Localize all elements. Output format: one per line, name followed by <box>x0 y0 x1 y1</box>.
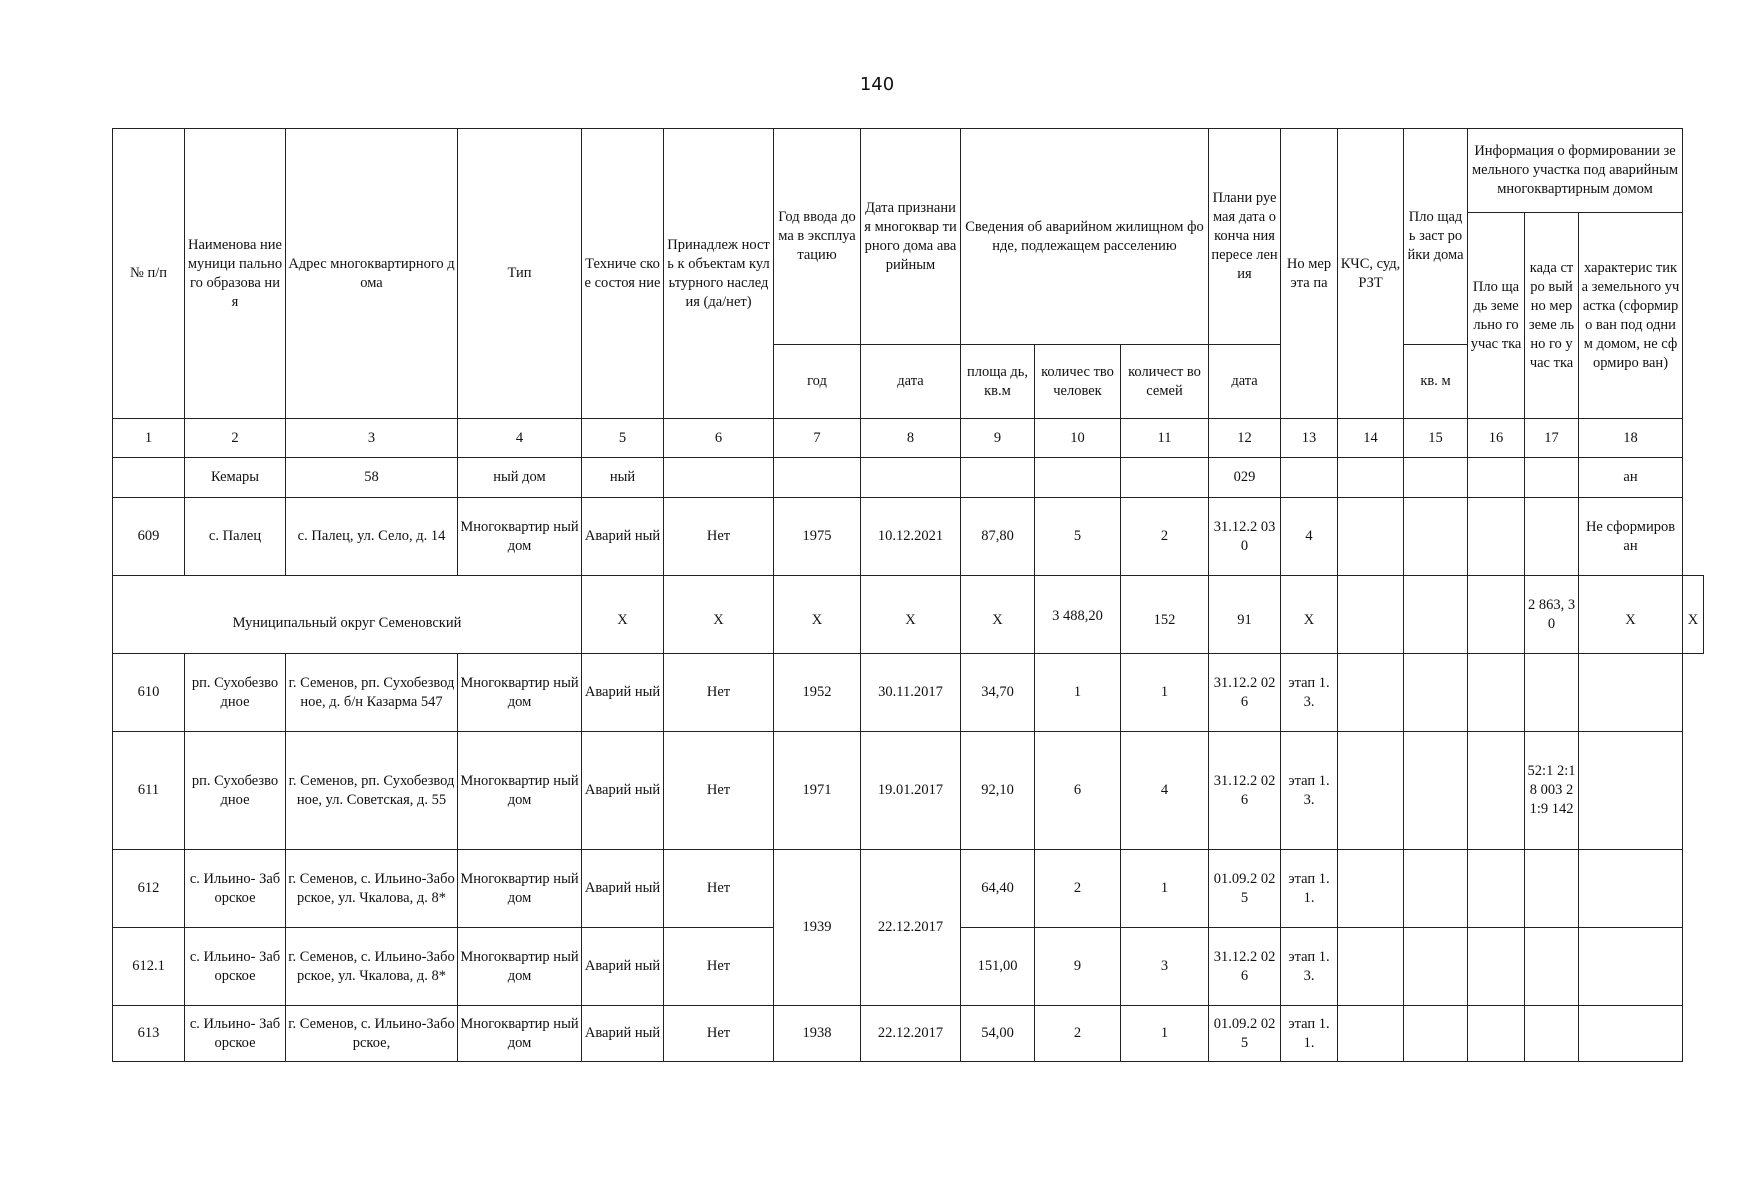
table-cell: 31.12.2 026 <box>1209 732 1281 850</box>
table-cell: 34,70 <box>961 654 1035 732</box>
table-cell <box>861 458 961 498</box>
header-cell: Техниче ское состоя ние <box>582 129 664 419</box>
table-cell <box>1338 732 1404 850</box>
table-cell: 609 <box>113 498 185 576</box>
table-cell <box>1404 1006 1468 1062</box>
header-cell: № п/п <box>113 129 185 419</box>
table-cell: с. Палец <box>185 498 286 576</box>
column-number-row <box>113 419 1704 458</box>
table-cell <box>1035 458 1121 498</box>
table-cell: Многоквартир ный дом <box>458 654 582 732</box>
table-cell: 029 <box>1209 458 1281 498</box>
emergency-housing-table <box>112 128 1704 1062</box>
table-cell: 4 <box>1121 732 1209 850</box>
table-cell <box>1525 928 1579 1006</box>
table-cell: с. Палец, ул. Село, д. 14 <box>286 498 458 576</box>
header-sub-cell: дата <box>861 345 961 419</box>
table-cell: 10.12.2021 <box>861 498 961 576</box>
column-number-cell: 15 <box>1404 419 1468 458</box>
table-cell: г. Семенов, с. Ильино-Заборское, <box>286 1006 458 1062</box>
table-cell <box>1404 576 1468 654</box>
table-cell: 31.12.2 026 <box>1209 928 1281 1006</box>
table-cell: Нет <box>664 928 774 1006</box>
table-cell: 1 <box>1035 654 1121 732</box>
header-cell: Тип <box>458 129 582 419</box>
table-cell <box>1404 654 1468 732</box>
header-sub-cell: дата <box>1209 345 1281 419</box>
table-cell: Не сформиров ан <box>1579 498 1683 576</box>
table-cell: г. Семенов, с. Ильино-Заборское, ул. Чкалова, д. 8* <box>286 928 458 1006</box>
table-row <box>113 654 1704 732</box>
table-cell: Многоквартир ный дом <box>458 928 582 1006</box>
table-row <box>113 1006 1704 1062</box>
table-cell <box>1468 654 1525 732</box>
table-cell <box>1468 1006 1525 1062</box>
table-cell: Многоквартир ный дом <box>458 498 582 576</box>
table-cell: Кемары <box>185 458 286 498</box>
table-cell: 1 <box>1121 654 1209 732</box>
table-cell: X <box>1683 576 1704 654</box>
table-cell: 91 <box>1209 576 1281 654</box>
header-cell: Пло щадь заст ройки дома <box>1404 129 1468 345</box>
header-cell: Принадлеж ность к объектам культурного наследия (да/нет) <box>664 129 774 419</box>
table-cell: ный дом <box>458 458 582 498</box>
table-cell: г. Семенов, рп. Сухобезводное, ул. Советская, д. 55 <box>286 732 458 850</box>
table-cell: Многоквартир ный дом <box>458 732 582 850</box>
table-cell: этап 1.3. <box>1281 732 1338 850</box>
table-cell: 3 <box>1121 928 1209 1006</box>
column-number-cell: 7 <box>774 419 861 458</box>
header-cell: Год ввода дома в эксплуа тацию <box>774 129 861 345</box>
table-cell: этап 1.1. <box>1281 850 1338 928</box>
table-cell: Многоквартир ный дом <box>458 1006 582 1062</box>
table-cell <box>1579 850 1683 928</box>
table-cell: Нет <box>664 850 774 928</box>
table-cell: с. Ильино- Заборское <box>185 850 286 928</box>
header-cell: Адрес многоквартирного дома <box>286 129 458 419</box>
column-number-cell: 8 <box>861 419 961 458</box>
header-cell: Дата признания многоквар тирного дома аварийным <box>861 129 961 345</box>
column-number-cell: 9 <box>961 419 1035 458</box>
table-row <box>113 850 1704 928</box>
header-cell: КЧС, суд, РЗТ <box>1338 129 1404 419</box>
header-cell: Наименова ние муници пального образова ния <box>185 129 286 419</box>
table-cell: 2 <box>1035 1006 1121 1062</box>
table-cell: 1 <box>1121 1006 1209 1062</box>
table-cell <box>1525 850 1579 928</box>
table-cell: X <box>1579 576 1683 654</box>
header-sub-cell: кв. м <box>1404 345 1468 419</box>
table-cell: 31.12.2 026 <box>1209 654 1281 732</box>
table-row <box>113 498 1704 576</box>
column-number-cell: 11 <box>1121 419 1209 458</box>
table-cell <box>1404 850 1468 928</box>
table-cell: 1952 <box>774 654 861 732</box>
header-group-cell: Информация о формировании земельного участка под аварийным многоквартирным домом <box>1468 129 1683 213</box>
table-cell: 92,10 <box>961 732 1035 850</box>
table-cell: X <box>961 576 1035 654</box>
table-cell: 5 <box>1035 498 1121 576</box>
table-cell <box>1525 498 1579 576</box>
table-cell <box>1468 498 1525 576</box>
column-number-cell: 13 <box>1281 419 1338 458</box>
table-cell: 2 <box>1121 498 1209 576</box>
table-cell: X <box>664 576 774 654</box>
table-cell: 64,40 <box>961 850 1035 928</box>
table-cell: этап 1.1. <box>1281 1006 1338 1062</box>
table-cell <box>1338 498 1404 576</box>
table-cell <box>1338 928 1404 1006</box>
table-cell: Нет <box>664 654 774 732</box>
header-sub-cell: год <box>774 345 861 419</box>
table-cell <box>1525 654 1579 732</box>
table-row <box>113 732 1704 850</box>
table-cell: X <box>774 576 861 654</box>
table-cell: 2 <box>1035 850 1121 928</box>
table-cell: 1975 <box>774 498 861 576</box>
table-cell <box>1579 732 1683 850</box>
table-cell <box>1525 458 1579 498</box>
header-cell: Но мер эта па <box>1281 129 1338 419</box>
table-cell <box>1468 576 1525 654</box>
table-cell: 87,80 <box>961 498 1035 576</box>
table-cell: 611 <box>113 732 185 850</box>
header-cell: Плани руемая дата оконча ния пересе ления <box>1209 129 1281 345</box>
table-cell <box>1338 850 1404 928</box>
column-number-cell: 4 <box>458 419 582 458</box>
table-cell: 31.12.2 030 <box>1209 498 1281 576</box>
table-cell <box>1468 732 1525 850</box>
table-cell <box>1468 458 1525 498</box>
table-cell <box>1281 458 1338 498</box>
table-cell: 3 488,20 <box>1035 576 1121 654</box>
table-cell: 610 <box>113 654 185 732</box>
table-cell: 22.12.2017 <box>861 1006 961 1062</box>
table-cell: 4 <box>1281 498 1338 576</box>
header-group-cell: Сведения об аварийном жилищном фонде, подлежащем расселению <box>961 129 1209 345</box>
table-cell <box>664 458 774 498</box>
table-cell <box>1404 928 1468 1006</box>
table-cell: Аварий ный <box>582 732 664 850</box>
table-cell: 2 863, 30 <box>1525 576 1579 654</box>
table-cell: 6 <box>1035 732 1121 850</box>
table-row <box>113 458 1704 498</box>
table-cell: Аварий ный <box>582 850 664 928</box>
table-cell: г. Семенов, рп. Сухобезводное, д. б/н Казарма 547 <box>286 654 458 732</box>
table-cell: Нет <box>664 498 774 576</box>
column-number-cell: 6 <box>664 419 774 458</box>
table-cell <box>1404 498 1468 576</box>
page-number: 140 <box>859 74 895 95</box>
table-cell: Аварий ный <box>582 1006 664 1062</box>
table-cell <box>1121 458 1209 498</box>
table-cell <box>1338 654 1404 732</box>
table-cell <box>1338 1006 1404 1062</box>
column-number-cell: 14 <box>1338 419 1404 458</box>
table-cell <box>1404 458 1468 498</box>
table-cell: 01.09.2 025 <box>1209 1006 1281 1062</box>
table-cell: 612 <box>113 850 185 928</box>
table-cell <box>113 458 185 498</box>
header-cell: характерис тика земельного участка (сформиро ван под одним домом, не сформиро ван) <box>1579 213 1683 419</box>
table-cell <box>961 458 1035 498</box>
table-cell <box>1468 928 1525 1006</box>
table-cell <box>1468 850 1525 928</box>
table-cell: 1939 <box>774 850 861 1006</box>
table-cell: этап 1.3. <box>1281 654 1338 732</box>
table-cell <box>1525 1006 1579 1062</box>
table-cell: 30.11.2017 <box>861 654 961 732</box>
column-number-cell: 1 <box>113 419 185 458</box>
header-sub-cell: количес тво человек <box>1035 345 1121 419</box>
table-cell <box>1579 1006 1683 1062</box>
column-number-cell: 17 <box>1525 419 1579 458</box>
table-cell: Аварий ный <box>582 498 664 576</box>
header-cell: Пло щадь земе льно го учас тка <box>1468 213 1525 419</box>
table-cell: X <box>861 576 961 654</box>
table-cell: 52:1 2:18 003 21:9 142 <box>1525 732 1579 850</box>
table-cell: рп. Сухобезво дное <box>185 654 286 732</box>
column-number-cell: 16 <box>1468 419 1525 458</box>
column-number-cell: 2 <box>185 419 286 458</box>
table-cell: 22.12.2017 <box>861 850 961 1006</box>
table-cell: этап 1.3. <box>1281 928 1338 1006</box>
district-total-row <box>113 576 1704 654</box>
table-cell: Многоквартир ный дом <box>458 850 582 928</box>
header-sub-cell: количест во семей <box>1121 345 1209 419</box>
table-cell: X <box>582 576 664 654</box>
table-cell: 58 <box>286 458 458 498</box>
table-cell: 151,00 <box>961 928 1035 1006</box>
column-number-cell: 12 <box>1209 419 1281 458</box>
table-cell: 613 <box>113 1006 185 1062</box>
header-row-1 <box>113 129 1704 213</box>
table-cell: X <box>1281 576 1338 654</box>
table-cell: рп. Сухобезво дное <box>185 732 286 850</box>
table-cell <box>1579 654 1683 732</box>
column-number-cell: 18 <box>1579 419 1683 458</box>
table-cell: с. Ильино- Заборское <box>185 928 286 1006</box>
table-cell: ный <box>582 458 664 498</box>
table-cell: ан <box>1579 458 1683 498</box>
district-name: Муниципальный округ Семеновский <box>113 576 582 654</box>
table-cell: Нет <box>664 732 774 850</box>
table-cell: 1971 <box>774 732 861 850</box>
table-cell <box>1404 732 1468 850</box>
table-cell: Аварий ный <box>582 928 664 1006</box>
header-cell: када стро вый но мер земе льно го учас тка <box>1525 213 1579 419</box>
table-cell: 01.09.2 025 <box>1209 850 1281 928</box>
table-cell: 1 <box>1121 850 1209 928</box>
table-cell: 152 <box>1121 576 1209 654</box>
column-number-cell: 3 <box>286 419 458 458</box>
table-cell: 54,00 <box>961 1006 1035 1062</box>
table-cell: Аварий ный <box>582 654 664 732</box>
table-cell: Нет <box>664 1006 774 1062</box>
table-cell <box>1579 928 1683 1006</box>
table-cell: 9 <box>1035 928 1121 1006</box>
table-cell: с. Ильино- Заборское <box>185 1006 286 1062</box>
table-cell <box>774 458 861 498</box>
table-cell: 612.1 <box>113 928 185 1006</box>
column-number-cell: 10 <box>1035 419 1121 458</box>
table-cell: 19.01.2017 <box>861 732 961 850</box>
header-sub-cell: площа дь, кв.м <box>961 345 1035 419</box>
table-cell: г. Семенов, с. Ильино-Заборское, ул. Чкалова, д. 8* <box>286 850 458 928</box>
table-cell: 1938 <box>774 1006 861 1062</box>
column-number-cell: 5 <box>582 419 664 458</box>
table-cell <box>1338 458 1404 498</box>
table-cell <box>1338 576 1404 654</box>
